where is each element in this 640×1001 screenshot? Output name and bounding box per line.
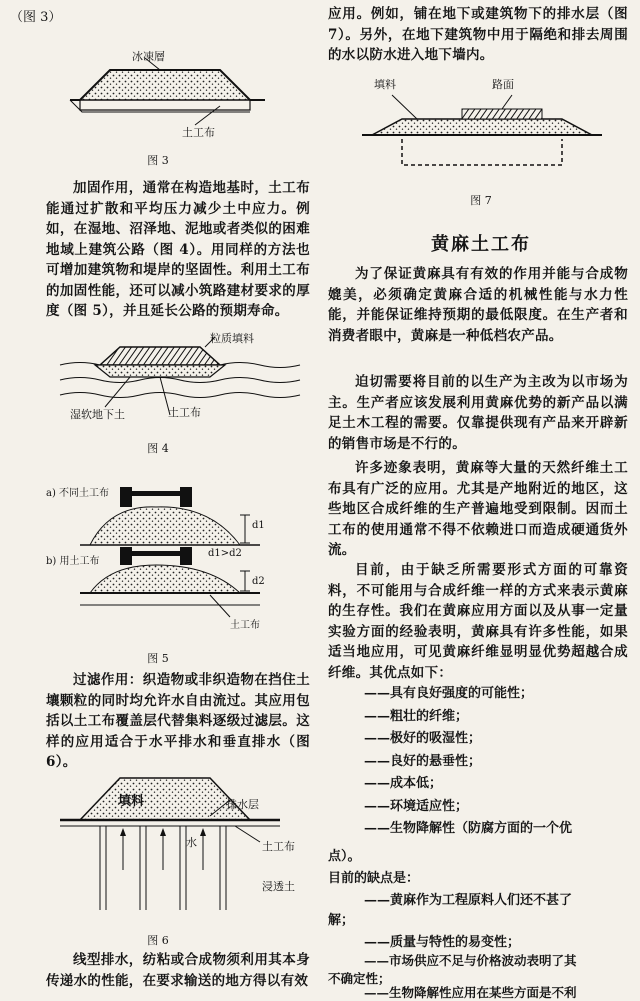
paragraph-jute-4: 目前，由于缺乏所需要形式方面的可靠资料，不可能用与合成纤维一样的方式来表示黄麻的生存性。我们在黄麻应用方面以及从事一定量实验方面的经验表明，黄麻具有许多性能，如果适当地应用，可见黄麻纤维显明显优势超越合成纤维。其优点如下： — [328, 562, 628, 681]
fig6-soil-label: 浸透土 — [262, 880, 295, 893]
fig7-fill-label: 填料 — [374, 78, 396, 91]
list-item: ——生物降解性应用在某些方面是不利 — [364, 985, 577, 1000]
fig5-label-b: b) 用土工布 — [46, 556, 100, 567]
figure-7-drawing — [362, 95, 602, 175]
fig7-road-label: 路面 — [492, 78, 514, 91]
fig4-caption: 图 4 — [147, 442, 169, 455]
list-item: ——具有良好强度的可能性； — [364, 686, 534, 701]
section-heading: 黄麻土工布 — [431, 234, 531, 255]
list-item-continued: 解； — [328, 913, 355, 928]
fig3-geotextile-label: 土工布 — [182, 126, 215, 139]
right-column — [322, 0, 640, 1000]
figure-3-drawing — [70, 50, 270, 130]
fig7-caption: 图 7 — [470, 194, 492, 207]
figure-4-drawing — [60, 335, 300, 415]
paragraph-filtration: 过滤作用：织造物或非织造物在挡住土壤颗粒的同时均允许水自由流过。其应用包括以土工布覆盖层代替集料逐级过滤层。这样的应用适合于水平排水和垂直排水（图 6）。 — [46, 672, 310, 770]
fig4-geotextile-label: 土工布 — [168, 406, 201, 419]
figure-reference-label: （图 3） — [10, 10, 62, 25]
fig4-fill-label: 粒质填料 — [210, 332, 254, 345]
list-item: ——质量与特性的易变性； — [364, 935, 521, 950]
paragraph-jute-2: 迫切需要将目前的以生产为主改为以市场为主。生产者应该发展利用黄麻优势的新产品以满足土木工程的需要。仅靠提供现有产品来开辟新的销售市场是不行的。 — [328, 374, 628, 452]
list-item-continued: 不确定性； — [328, 971, 391, 986]
fig6-drain-label: 排水层 — [226, 798, 259, 811]
fig3-caption: 图 3 — [147, 154, 169, 167]
list-item: ——市场供应不足与价格波动表明了其 — [364, 953, 577, 968]
paragraph-linear-drainage: 线型排水，纺粘或合成物须利用其本身传递水的性能，在要求输送的地方得以有效 — [46, 952, 310, 989]
list-item: ——生物降解性（防腐方面的一个优 — [364, 821, 573, 836]
advantage-tail: 点）。 — [328, 849, 361, 864]
left-column — [0, 0, 316, 1000]
advantages-list — [364, 683, 634, 841]
paragraph-drain-continued: 应用。例如，铺在地下或建筑物下的排水层（图 7）。另外，在地下建筑物中用于隔绝和排去周围的水以防水进入地下墙内。 — [328, 6, 628, 63]
list-item: ——环境适应性； — [364, 798, 469, 814]
disadvantages-title: 目前的缺点是： — [328, 871, 420, 886]
paragraph-jute-3: 许多迹象表明，黄麻等大量的天然纤维土工布具有广泛的应用。尤其是产地附近的地区，这些地区合成纤维的生产普遍地受到限制。因而土工布的使用通常不得不依赖进口而造成硬通货外流。 — [328, 460, 628, 558]
fig4-soft-soil-label: 湿软地下土 — [70, 408, 125, 421]
fig6-geotextile-label: 土工布 — [262, 840, 295, 853]
list-item: ——成本低； — [364, 776, 443, 791]
fig3-ice-label: 冰凍層 — [132, 50, 165, 63]
fig6-fill-label: 填料 — [118, 794, 145, 809]
fig6-caption: 图 6 — [147, 934, 169, 947]
fig5-d2-label: d2 — [252, 576, 265, 587]
fig5-compare-label: d1>d2 — [208, 548, 242, 559]
fig5-label-a: a) 不同土工布 — [46, 488, 110, 499]
fig5-geotextile-label: 土工布 — [230, 620, 260, 631]
list-item: ——极好的吸湿性； — [364, 731, 482, 746]
fig5-d1-label: d1 — [252, 520, 265, 531]
list-item: ——良好的悬垂性； — [364, 753, 482, 769]
list-item: ——黄麻作为工程原料人们还不甚了 — [364, 893, 573, 908]
fig5-caption: 图 5 — [147, 652, 169, 665]
fig6-water-label: 水 — [186, 836, 197, 849]
list-item: ——粗壮的纤维； — [364, 708, 469, 724]
paragraph-reinforcement: 加固作用，通常在构造地基时，土工布能通过扩散和平均压力减少土中应力。例如，在湿地、沼泽地、泥地或者类似的困难地域上建筑公路（图 4）。用同样的方法也可增加建筑物和堤岸的坚固性。利用土工布的加固性能，还可以减小筑路建材要求的厚度（图 5），并且延长公路的预期寿命。 — [46, 180, 310, 319]
paragraph-jute-1: 为了保证黄麻具有有效的作用并能与合成物媲美，必须确定黄麻合适的机械性能与水力性能，并能保证维持预期的最低限度。在生产者和消费者眼中，黄麻是一种低档农产品。 — [328, 266, 628, 344]
